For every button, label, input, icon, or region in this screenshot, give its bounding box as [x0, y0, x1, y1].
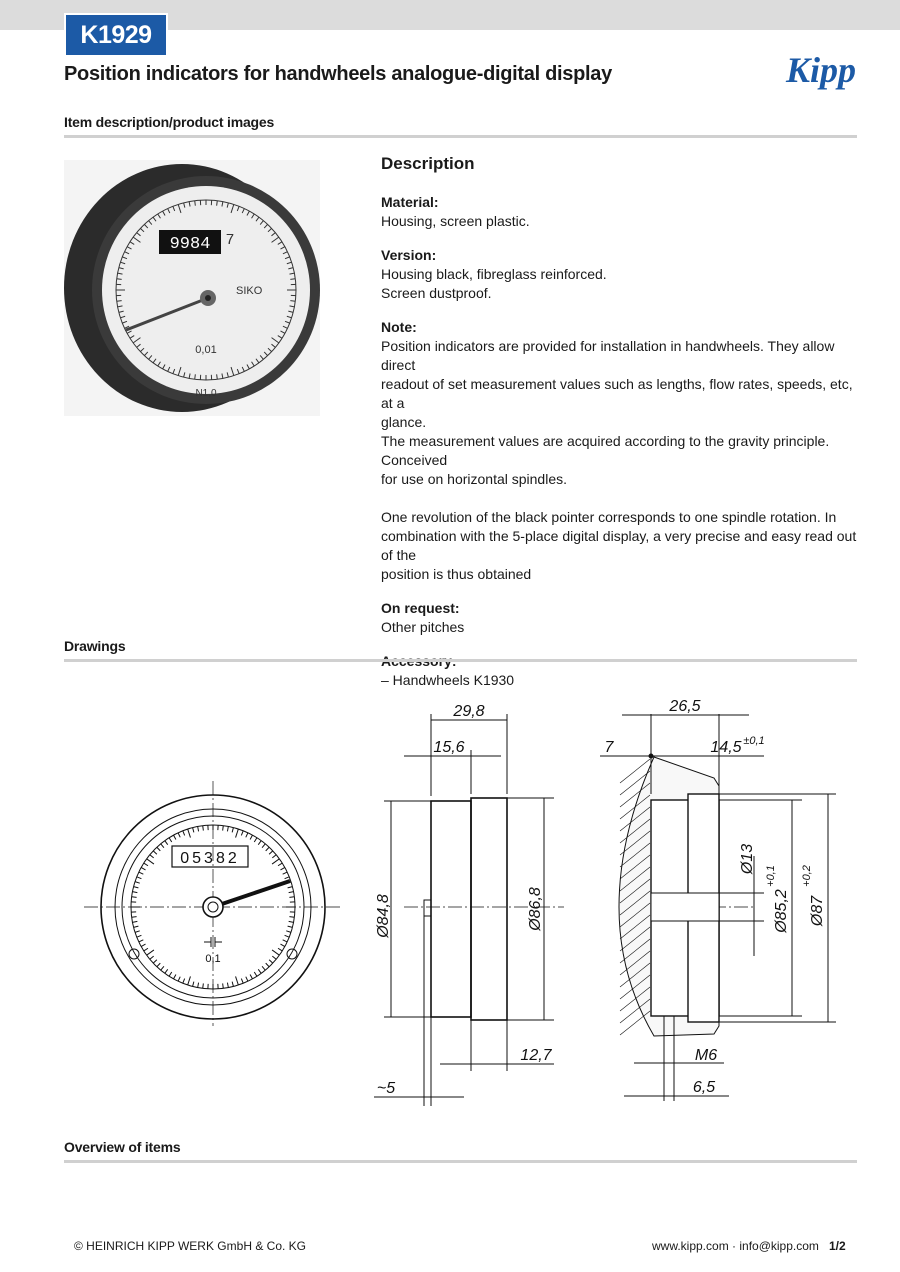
- dial-tick: [278, 863, 282, 866]
- dim-87-tol: +0,2: [801, 865, 813, 887]
- dial-tick: [266, 847, 269, 851]
- side-housing: [431, 801, 471, 1017]
- side-screen: [471, 798, 507, 1020]
- dial-tick: [285, 935, 290, 937]
- dial-tick: [269, 851, 273, 854]
- description-heading: Description: [381, 154, 475, 173]
- dial-tick: [188, 829, 191, 838]
- dial-tick: [254, 838, 257, 842]
- dial-tick: [132, 897, 137, 898]
- dial-tick: [232, 828, 233, 833]
- dial-tick: [272, 855, 276, 858]
- dial-tick: [272, 950, 279, 955]
- dial-tick: [157, 963, 160, 967]
- request-label: On request:: [381, 600, 460, 616]
- kipp-logo-text: Kipp: [785, 50, 857, 90]
- dial-tick: [137, 877, 142, 879]
- section-heading-drawings: Drawings: [64, 638, 126, 654]
- dial-tick: [173, 974, 175, 978]
- version-block: [381, 246, 861, 303]
- material-block: [381, 193, 861, 231]
- dial-tick: [193, 828, 194, 833]
- dial-tick: [117, 279, 122, 280]
- dial-tick: [198, 983, 199, 988]
- dial-tick: [258, 841, 261, 845]
- section-rule: [64, 1160, 857, 1163]
- dial-tick: [285, 877, 290, 879]
- dial-tick: [139, 940, 144, 942]
- dial-tick: [150, 855, 154, 858]
- dial-tick: [141, 867, 145, 869]
- dial-tick: [262, 844, 265, 848]
- page-title: Position indicators for handwheels analogue-digital display: [64, 63, 612, 85]
- dial-tick: [150, 956, 154, 959]
- dial-tick: [132, 921, 137, 922]
- version-label: Version:: [381, 247, 437, 263]
- dial-tick: [250, 974, 252, 978]
- note-line: combination with the 5-place digital display, a very precise and easy read out of the: [381, 528, 857, 563]
- dial-tick: [132, 892, 137, 893]
- section-rule: [64, 659, 857, 662]
- material-label: Material:: [381, 194, 439, 210]
- dial-tick: [269, 960, 273, 963]
- note-label: Note:: [381, 319, 417, 335]
- dial-tick: [246, 833, 248, 838]
- dial-tick: [203, 983, 204, 988]
- dim-26-5: 26,5: [669, 698, 701, 715]
- dim-87: Ø87: [809, 895, 826, 927]
- dial-tick: [217, 201, 218, 206]
- dial-tick: [232, 982, 233, 987]
- dim-85-2: Ø85,2: [773, 889, 790, 933]
- dial-tick: [169, 972, 172, 976]
- dial-tick: [183, 831, 185, 836]
- dial-tick: [139, 872, 144, 874]
- material-line: Housing, screen plastic.: [381, 213, 530, 229]
- dial-tick: [157, 847, 160, 851]
- note-line: position is thus obtained: [381, 566, 532, 582]
- dial-tick: [147, 950, 154, 955]
- dial-tick: [178, 977, 180, 982]
- footer-contact: www.kipp.com · info@kipp.com: [652, 1239, 819, 1253]
- dim-13: Ø13: [739, 843, 756, 875]
- dial-face: [102, 186, 310, 394]
- front-pointer: [213, 881, 290, 907]
- dial-tick: [236, 829, 239, 838]
- dial-tick: [195, 374, 196, 379]
- dial-tick: [290, 279, 295, 280]
- dial-tick: [173, 835, 175, 839]
- dial-tick: [241, 831, 243, 836]
- dial-tick: [165, 841, 168, 845]
- note-block: [381, 318, 861, 584]
- dim-6-5: 6,5: [692, 1079, 716, 1096]
- dial-tick: [250, 835, 252, 839]
- dial-tick: [290, 301, 295, 302]
- dim-approx-5: ~5: [376, 1080, 396, 1097]
- dial-tick: [169, 838, 172, 842]
- dial-tick: [153, 960, 157, 963]
- front-view: [84, 781, 342, 1026]
- footer-copyright: © HEINRICH KIPP WERK GmbH & Co. KG: [74, 1239, 306, 1253]
- model-label: N1,0: [195, 388, 217, 399]
- dial-tick: [223, 826, 224, 831]
- dial-tick: [246, 977, 248, 982]
- dial-tick: [262, 966, 265, 970]
- dial-tick: [278, 948, 282, 951]
- dial-tick: [241, 979, 243, 984]
- version-line: Housing black, fibreglass reinforced.: [381, 266, 607, 282]
- dial-tick: [289, 921, 294, 922]
- dial-tick: [227, 826, 228, 831]
- version-line: Screen dustproof.: [381, 285, 492, 301]
- dial-tick: [134, 926, 139, 927]
- dial-tick: [286, 931, 291, 933]
- counter-last-digit: 7: [225, 232, 235, 249]
- section-view: [600, 698, 836, 1101]
- dial-tick: [193, 982, 194, 987]
- dial-tick: [153, 851, 157, 854]
- dial-tick: [288, 926, 293, 927]
- brand-mark: SIKO: [236, 285, 263, 297]
- dial-tick: [161, 844, 164, 848]
- note-line: One revolution of the black pointer corresponds to one spindle rotation. In: [381, 509, 837, 525]
- dim-85-2-tol: +0,1: [765, 865, 777, 887]
- dial-tick: [217, 374, 218, 379]
- description-panel: [381, 154, 861, 705]
- dial-tick: [144, 948, 148, 951]
- dial-tick: [161, 966, 164, 970]
- dim-84-8: Ø84,8: [375, 894, 392, 938]
- dial-tick: [272, 956, 276, 959]
- dial-tick: [198, 826, 199, 831]
- dial-tick: [266, 963, 269, 967]
- note-line: glance.: [381, 414, 427, 430]
- front-counter-digits: 05382: [180, 850, 240, 867]
- dial-tick: [280, 867, 284, 869]
- dial-tick: [137, 935, 142, 937]
- dial-tick: [289, 917, 294, 918]
- note-line: Position indicators are provided for installation in handwheels. They allow direct: [381, 338, 835, 373]
- counter-digits: 9984: [169, 235, 211, 254]
- dim-12-7: 12,7: [520, 1047, 552, 1064]
- dial-tick: [236, 976, 239, 985]
- dial-tick: [289, 892, 294, 893]
- division-label: 0,01: [195, 344, 217, 356]
- dim-14-5-tol: ±0,1: [743, 735, 765, 747]
- dial-tick: [258, 969, 261, 973]
- kipp-logo: [785, 40, 857, 92]
- dial-tick: [254, 972, 257, 976]
- product-code-badge: K1929: [64, 13, 168, 57]
- dial-tick: [144, 863, 148, 866]
- dim-14-5: 14,5: [710, 739, 742, 756]
- dial-tick: [223, 983, 224, 988]
- dial-tick: [283, 940, 288, 942]
- section-rule: [64, 135, 857, 138]
- dial-tick: [117, 301, 122, 302]
- dial-tick: [289, 897, 294, 898]
- dim-15-6: 15,6: [433, 739, 465, 756]
- dim-m6: M6: [694, 1047, 718, 1064]
- request-block: [381, 599, 861, 637]
- product-photo: [64, 160, 320, 416]
- dial-tick: [227, 983, 228, 988]
- dial-tick: [178, 833, 180, 838]
- dial-tick: [280, 944, 284, 946]
- section-heading-overview: Overview of items: [64, 1139, 181, 1155]
- note-line: The measurement values are acquired according to the gravity principle. Conceived: [381, 433, 830, 468]
- dim-86-8: Ø86,8: [527, 887, 544, 931]
- dial-tick: [132, 917, 137, 918]
- dial-tick: [283, 872, 288, 874]
- dim-29-8: 29,8: [453, 703, 485, 720]
- dial-tick: [188, 976, 191, 985]
- dial-tick: [147, 859, 154, 864]
- dial-tick: [288, 887, 293, 888]
- front-division-label: 0,1: [205, 953, 221, 965]
- dial-tick: [141, 944, 145, 946]
- footer-page-number: 1/2: [829, 1239, 846, 1253]
- hatch-line: [620, 1011, 650, 1035]
- request-line: Other pitches: [381, 619, 465, 635]
- note-line: [381, 489, 861, 508]
- side-view: [374, 703, 564, 1106]
- dial-tick: [135, 931, 140, 933]
- technical-drawing: [64, 676, 857, 1126]
- dial-tick: [165, 969, 168, 973]
- note-line: readout of set measurement values such as lengths, flow rates, speeds, etc, at a: [381, 376, 853, 411]
- note-line: for use on horizontal spindles.: [381, 471, 567, 487]
- dial-tick: [195, 201, 196, 206]
- dial-tick: [183, 979, 185, 984]
- dim-7: 7: [604, 739, 614, 756]
- section-heading-images: Item description/product images: [64, 114, 275, 130]
- dial-tick: [272, 859, 279, 864]
- dial-tick: [134, 887, 139, 888]
- dial-tick: [203, 826, 204, 831]
- accessory-line: – Handwheels K1930: [381, 672, 515, 688]
- dial-tick: [135, 882, 140, 884]
